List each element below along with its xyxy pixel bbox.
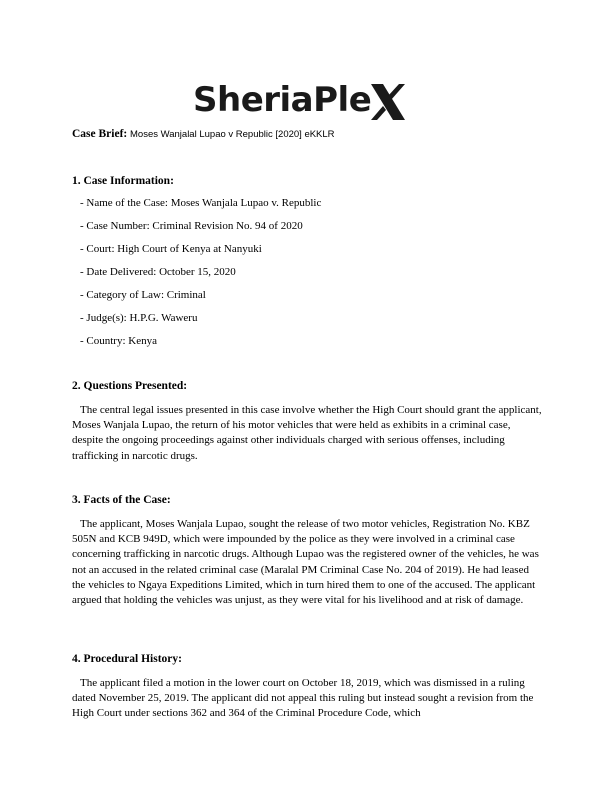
logo-x-mark-icon <box>369 82 407 122</box>
info-item-judges: - Judge(s): H.P.G. Waweru <box>80 312 198 324</box>
case-brief-label: Case Brief: <box>72 128 128 140</box>
info-item-category: - Category of Law: Criminal <box>80 289 206 301</box>
info-item-court: - Court: High Court of Kenya at Nanyuki <box>80 243 262 255</box>
info-item-country: - Country: Kenya <box>80 335 157 347</box>
info-item-case-number: - Case Number: Criminal Revision No. 94 of 2020 <box>80 220 303 232</box>
logo-text: SheriaPle <box>193 80 372 120</box>
section-heading-case-information: 1. Case Information: <box>72 175 174 187</box>
section-heading-procedural-history: 4. Procedural History: <box>72 653 182 665</box>
facts-paragraph: The applicant, Moses Wanjala Lupao, sought the release of two motor vehicles, Registration No. KBZ 505N and KCB 949D, which were impounded by the police as they were involved in a criminal case concerning trafficking in narcotic drugs. Although Lupao was the registered owner of the vehicles, he was not an accused in the related criminal case (Maralal PM Criminal Case No. 204 of 2019). He had leased the vehicles to Ngaya Expeditions Limited, which in turn hired them to one of the accused. The applicant argued that holding the vehicles was unjust, as they were vital for his livelihood and at risk of damage. <box>72 518 539 607</box>
procedural-history-paragraph: The applicant filed a motion in the lower court on October 18, 2019, which was dismissed in a ruling dated November 25, 2019. The applicant did not appeal this ruling but instead sought a revision from the High Court under sections 362 and 364 of the Criminal Procedure Code, which <box>72 677 534 720</box>
questions-paragraph: The central legal issues presented in this case involve whether the High Court should grant the applicant, Moses Wanjala Lupao, the return of his motor vehicles that were held as exhibits in a criminal case, despite the ongoing proceedings against other individuals charged with serious offenses, including trafficking in narcotic drugs. <box>72 404 542 462</box>
section-heading-questions: 2. Questions Presented: <box>72 380 188 392</box>
info-item-date: - Date Delivered: October 15, 2020 <box>80 266 236 278</box>
case-brief-line <box>72 128 335 140</box>
section-heading-facts: 3. Facts of the Case: <box>72 494 171 506</box>
info-item-name: - Name of the Case: Moses Wanjala Lupao v. Republic <box>80 197 322 209</box>
sheriaplex-logo <box>193 78 423 122</box>
case-brief-title: Moses Wanjalal Lupao v Republic [2020] eKKLR <box>130 129 335 140</box>
